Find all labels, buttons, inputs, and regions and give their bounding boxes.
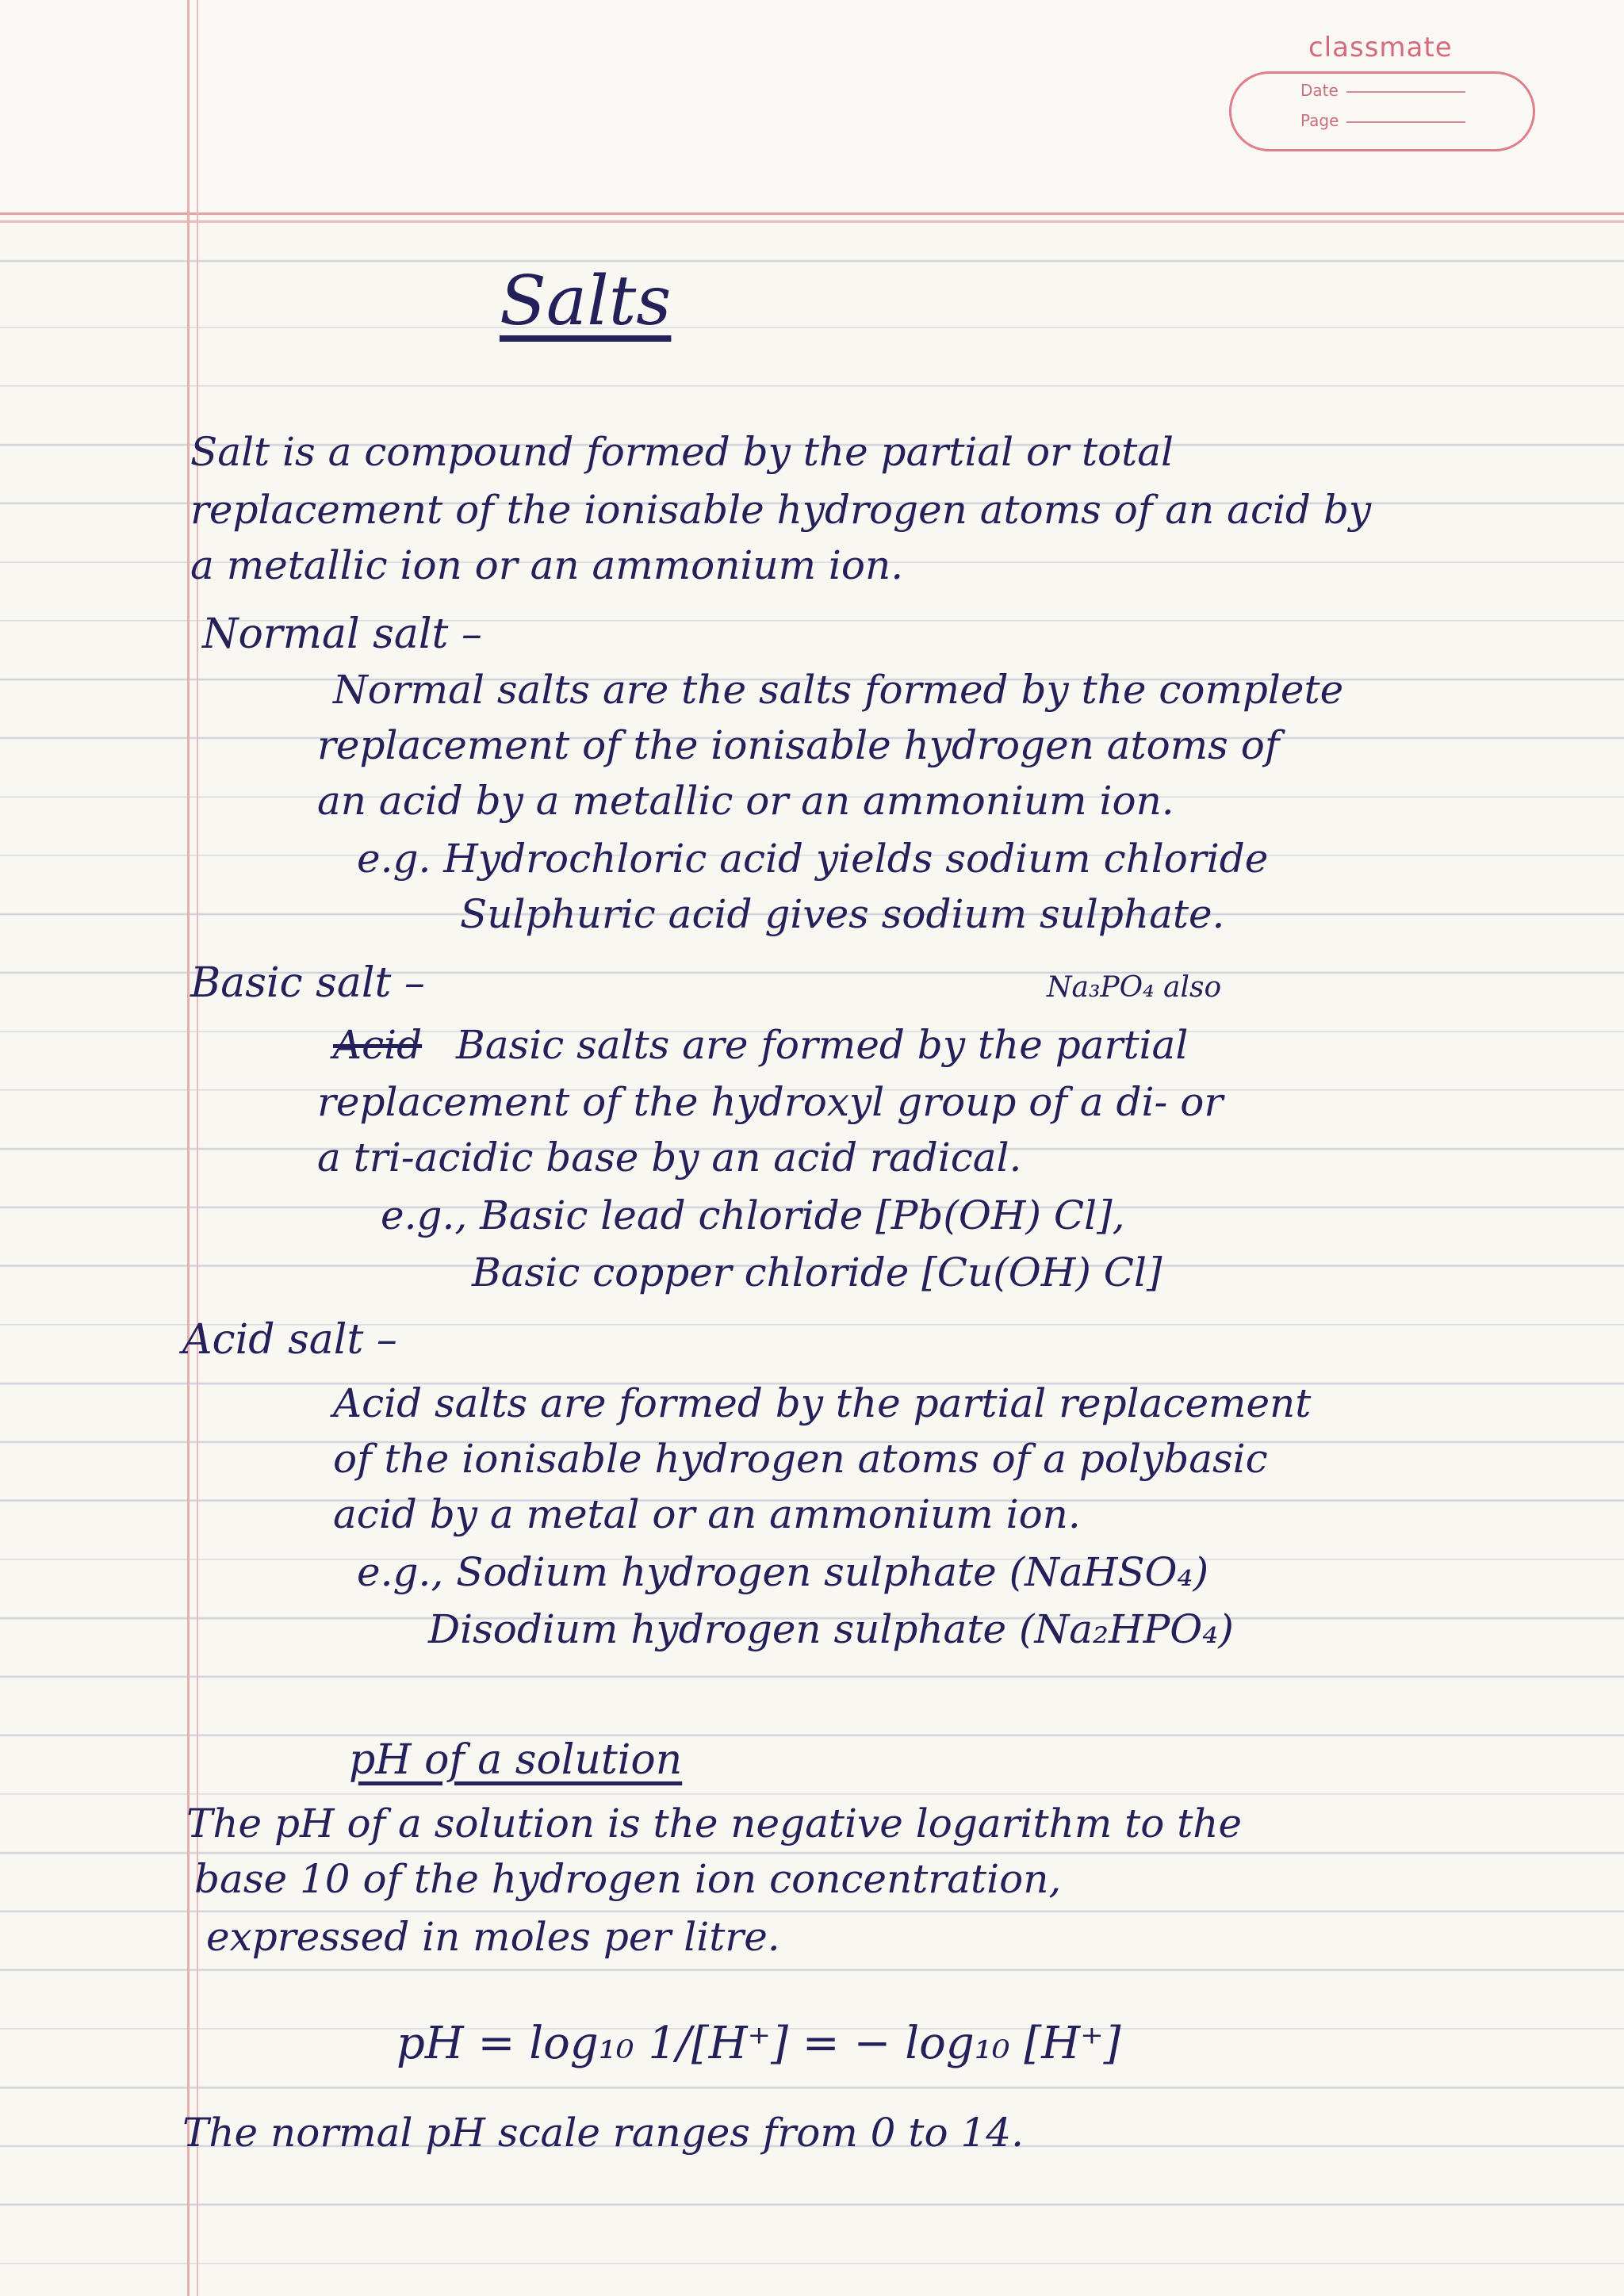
intro-line-2: replacement of the ionisable hydrogen atoms of an acid by xyxy=(190,487,1372,533)
date-label: Date xyxy=(1300,81,1339,100)
ph-line-1: The pH of a solution is the negative logarithm to the xyxy=(186,1800,1243,1846)
acid-salt-line-3: acid by a metal or an ammonium ion. xyxy=(333,1491,1081,1537)
page-label: Page xyxy=(1300,111,1339,130)
normal-salt-example-2: Sulphuric acid gives sodium sulphate. xyxy=(460,891,1225,937)
brand-name: classmate xyxy=(1308,32,1453,63)
normal-salt-line-3: an acid by a metallic or an ammonium ion. xyxy=(317,778,1174,824)
acid-salt-heading: Acid salt – xyxy=(182,1316,397,1364)
margin-line-second xyxy=(197,0,198,2296)
intro-line-1: Salt is a compound formed by the partial or total xyxy=(190,429,1174,475)
margin-line xyxy=(187,0,190,2296)
struck-word: Acid xyxy=(333,1022,423,1068)
acid-salt-example-1: e.g., Sodium hydrogen sulphate (NaHSO₄) xyxy=(357,1549,1209,1595)
header-rule xyxy=(0,212,1624,215)
normal-salt-line-2: replacement of the ionisable hydrogen atoms of xyxy=(317,722,1280,768)
date-field xyxy=(1300,81,1465,100)
basic-salt-example-2: Basic copper chloride [Cu(OH) Cl] xyxy=(472,1249,1162,1295)
acid-salt-line-2: of the ionisable hydrogen atoms of a polybasic xyxy=(333,1436,1268,1482)
intro-line-3: a metallic ion or an ammonium ion. xyxy=(190,542,904,588)
ph-scale-line: The normal pH scale ranges from 0 to 14. xyxy=(182,2110,1024,2156)
basic-salt-line-1: Basic salts are formed by the partial xyxy=(456,1022,1189,1068)
normal-salt-note: Na₃PO₄ also xyxy=(1047,971,1222,1004)
page-field xyxy=(1300,111,1465,130)
basic-salt-line-2: replacement of the hydroxyl group of a di- or xyxy=(317,1079,1224,1125)
brand-logo xyxy=(1213,32,1546,151)
ph-line-3: expressed in moles per litre. xyxy=(206,1914,780,1960)
ph-line-2: base 10 of the hydrogen ion concentration, xyxy=(194,1856,1062,1902)
normal-salt-heading: Normal salt – xyxy=(202,610,482,658)
header-rule-second xyxy=(0,220,1624,223)
ph-formula: pH = log₁₀ 1/[H⁺] = − log₁₀ [H⁺] xyxy=(396,2018,1121,2069)
basic-salt-example-1: e.g., Basic lead chloride [Pb(OH) Cl], xyxy=(381,1192,1125,1238)
acid-salt-line-1: Acid salts are formed by the partial replacement xyxy=(333,1380,1312,1426)
basic-salt-line-3: a tri-acidic base by an acid radical. xyxy=(317,1135,1022,1181)
ph-heading: pH of a solution xyxy=(349,1736,683,1784)
acid-salt-example-2: Disodium hydrogen sulphate (Na₂HPO₄) xyxy=(428,1606,1234,1652)
basic-salt-heading: Basic salt – xyxy=(190,959,425,1007)
normal-salt-line-1: Normal salts are the salts formed by the complete xyxy=(333,667,1344,713)
page-title: Salts xyxy=(500,262,672,341)
normal-salt-example-1: e.g. Hydrochloric acid yields sodium chloride xyxy=(357,836,1269,882)
